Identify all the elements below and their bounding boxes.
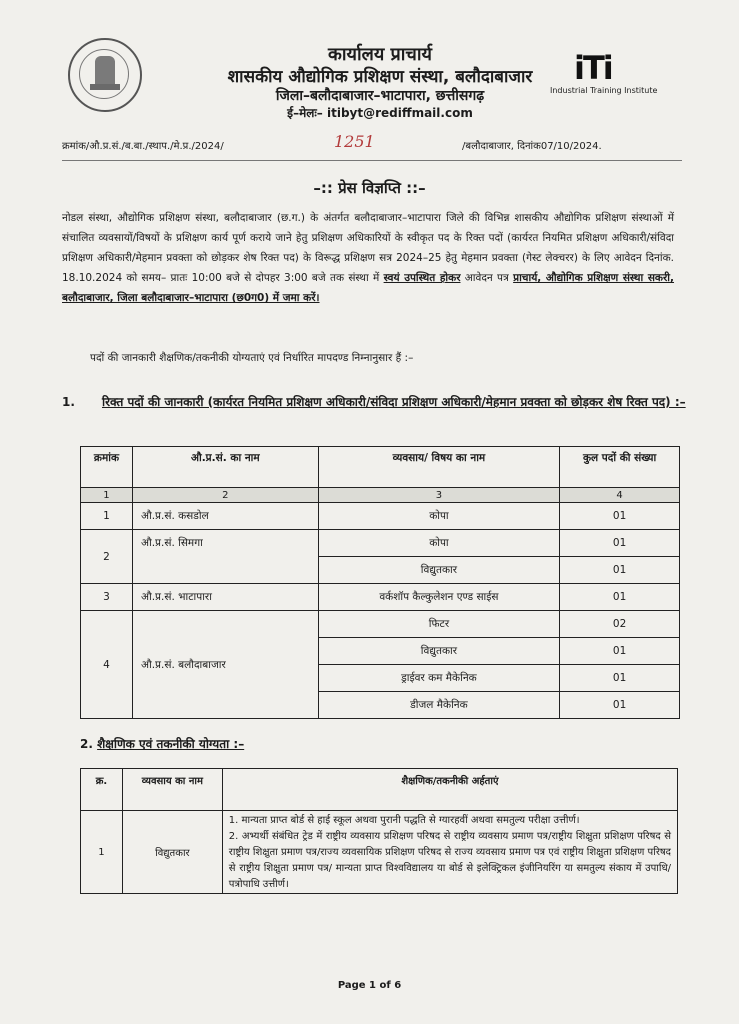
row-trade: कोपा — [318, 503, 560, 530]
row-count: 01 — [560, 557, 680, 584]
row-trade: विद्युतकार — [318, 557, 560, 584]
section-2-number: 2. — [80, 737, 93, 751]
table-header: क्र. — [81, 769, 123, 811]
intro-line-2: पदों की जानकारी शैक्षणिक/तकनीकी योग्यताएं एवं निर्धारित मापदण्ड निम्नानुसार हैं :– — [90, 352, 414, 364]
iti-logo — [550, 49, 694, 100]
intro-text-2: आवेदन पत्र — [460, 272, 514, 284]
reference-prefix: क्रमांक/औ.प्र.सं./ब.बा./स्थाप./मे.प्र./2024/ — [62, 141, 224, 152]
column-number: 1 — [81, 488, 133, 503]
row-iti-name: औ.प्र.सं. सिमगा — [132, 530, 318, 584]
vacancy-table — [80, 446, 680, 719]
email-line: ई–मेलः– itibyt@rediffmail.com — [287, 106, 473, 120]
qualification-table — [80, 768, 678, 894]
reference-line — [62, 132, 682, 152]
intro-bold-2: प्राचार्य, औद्योगिक प्रशिक्षण संस्था सकरी, बलौदाबाजार, जिला बलौदाबाजार–भाटापारा (छ0ग0) में जमा करें। — [62, 272, 675, 304]
row-trade: विद्युतकार — [122, 811, 222, 894]
qualification-point: 1. मान्यता प्राप्त बोर्ड से हाई स्कूल अथवा पुरानी पद्धति से ग्यारहवीं अथवा समतुल्य परीक्षा उत्तीर्ण। — [228, 815, 580, 826]
table-row — [81, 530, 680, 557]
row-iti-name: औ.प्र.सं. भाटापारा — [132, 584, 318, 611]
intro-paragraph — [62, 208, 674, 308]
table-row — [81, 611, 680, 638]
reference-number: 1251 — [334, 132, 375, 151]
qualification-point: 2. अभ्यर्थी संबंधित ट्रेड में राष्ट्रीय व्यवसाय प्रशिक्षण परिषद से राष्ट्रीय व्यवसाय प्रमाण पत्र/राष्ट्रीय शिक्षुता प्रशिक्षण परिषद से राष्ट्रीय शिक्षुता प्रमाण पत्र/राज्य व्यवसायिक प्रशिक्षण परिषद से राज्य व्यवसाय प्रमाण पत्र एवं राष्ट्रीय शिक्षुता प्रशिक्षण परिषद से राष्ट्रीय शिक्षुता प्रमाण पत्र/ मान्यता प्राप्त विश्वविद्यालय या बोर्ड से इलेक्ट्रिकल इंजीनियरिंग या समतुल्य संकाय में उपाधि/पत्रोपाधि उत्तीर्ण। — [228, 831, 671, 890]
section-2-heading — [80, 735, 244, 752]
row-count: 01 — [560, 503, 680, 530]
column-number: 4 — [560, 488, 680, 503]
row-serial: 2 — [81, 530, 133, 584]
table-header: क्रमांक — [81, 447, 133, 488]
district-line: जिला–बलौदाबाजार–भाटापारा, छत्तीसगढ़ — [275, 88, 485, 104]
row-trade: विद्युतकार — [318, 638, 560, 665]
section-2-title: शैक्षणिक एवं तकनीकी योग्यता :– — [97, 737, 245, 751]
state-emblem-seal — [68, 38, 142, 112]
row-iti-name: औ.प्र.सं. बलौदाबाजार — [132, 611, 318, 719]
intro-bold-1: स्वयं उपस्थित होकर — [383, 272, 461, 284]
row-iti-name: औ.प्र.सं. कसडोल — [132, 503, 318, 530]
section-1-number: 1. — [62, 395, 75, 409]
row-count: 01 — [560, 638, 680, 665]
section-1-title: रिक्त पदों की जानकारी (कार्यरत नियमित प्रशिक्षण अधिकारी/संविदा प्रशिक्षण अधिकारी/मेहमान प्रवक्ता को छोड़कर शेष रिक्त पद) :– — [102, 395, 686, 409]
page-number: Page 1 of 6 — [337, 980, 402, 991]
office-title: कार्यालय प्राचार्य — [328, 44, 432, 65]
row-count: 01 — [560, 584, 680, 611]
table-header: कुल पदों की संख्या — [560, 447, 680, 488]
table-header: शैक्षणिक/तकनीकी अर्हताएं — [222, 769, 677, 811]
divider — [62, 160, 682, 161]
row-count: 01 — [560, 665, 680, 692]
institute-name: शासकीय औद्योगिक प्रशिक्षण संस्था, बलौदाबाजार — [227, 67, 533, 87]
row-trade: वर्कशॉप कैल्कुलेशन एण्ड साईस — [318, 584, 560, 611]
row-serial: 4 — [81, 611, 133, 719]
table-header: व्यवसाय/ विषय का नाम — [318, 447, 560, 488]
iti-logo-mark: iTi — [574, 49, 612, 87]
table-header: औ.प्र.सं. का नाम — [132, 447, 318, 488]
row-qualifications — [222, 811, 677, 894]
row-trade: डीजल मैकेनिक — [318, 692, 560, 719]
table-row — [81, 811, 678, 894]
row-count: 01 — [560, 692, 680, 719]
intro-text-1: नोडल संस्था, औद्योगिक प्रशिक्षण संस्था, बलौदाबाजार (छ.ग.) के अंतर्गत बलौदाबाजार–भाटापारा जिले की विभिन्न शासकीय औद्योगिक प्रशिक्षण संस्थाओं में संचालित व्यवसायों/विषयों के प्रशिक्षण कार्य पूर्ण कराये जाने हेतु प्रशिक्षण अधिकारियों के स्वीकृत पद के रिक्त पदों (कार्यरत नियमित प्रशिक्षण अधिकारी/संविदा प्रशिक्षण अधिकारी/मेहमान प्रवक्ता को छोड़कर शेष रिक्त पद) के विरूद्ध प्रशिक्षण सत्र 2024–25 हेतु मेहमान प्रवक्ता (गेस्ट लेक्चरर) के लिए आवेदन दिनांक. 18.10.2024 को समय– प्रातः 10:00 बजे से दोपहर 3:00 बजे तक संस्था में — [62, 212, 674, 284]
row-trade: कोपा — [318, 530, 560, 557]
table-header: व्यवसाय का नाम — [122, 769, 222, 811]
row-count: 01 — [560, 530, 680, 557]
column-number: 2 — [132, 488, 318, 503]
row-trade: ड्राईवर कम मैकेनिक — [318, 665, 560, 692]
row-serial: 1 — [81, 811, 123, 894]
row-serial: 1 — [81, 503, 133, 530]
table-row — [81, 584, 680, 611]
press-release-title: –:: प्रेस विज्ञप्ति ::– — [313, 179, 426, 197]
row-trade: फिटर — [318, 611, 560, 638]
column-number: 3 — [318, 488, 560, 503]
row-serial: 3 — [81, 584, 133, 611]
iti-logo-caption: Industrial Training Institute — [550, 86, 658, 95]
row-count: 02 — [560, 611, 680, 638]
reference-place-date: /बलौदाबाजार, दिनांक07/10/2024. — [462, 141, 602, 152]
table-row — [81, 503, 680, 530]
